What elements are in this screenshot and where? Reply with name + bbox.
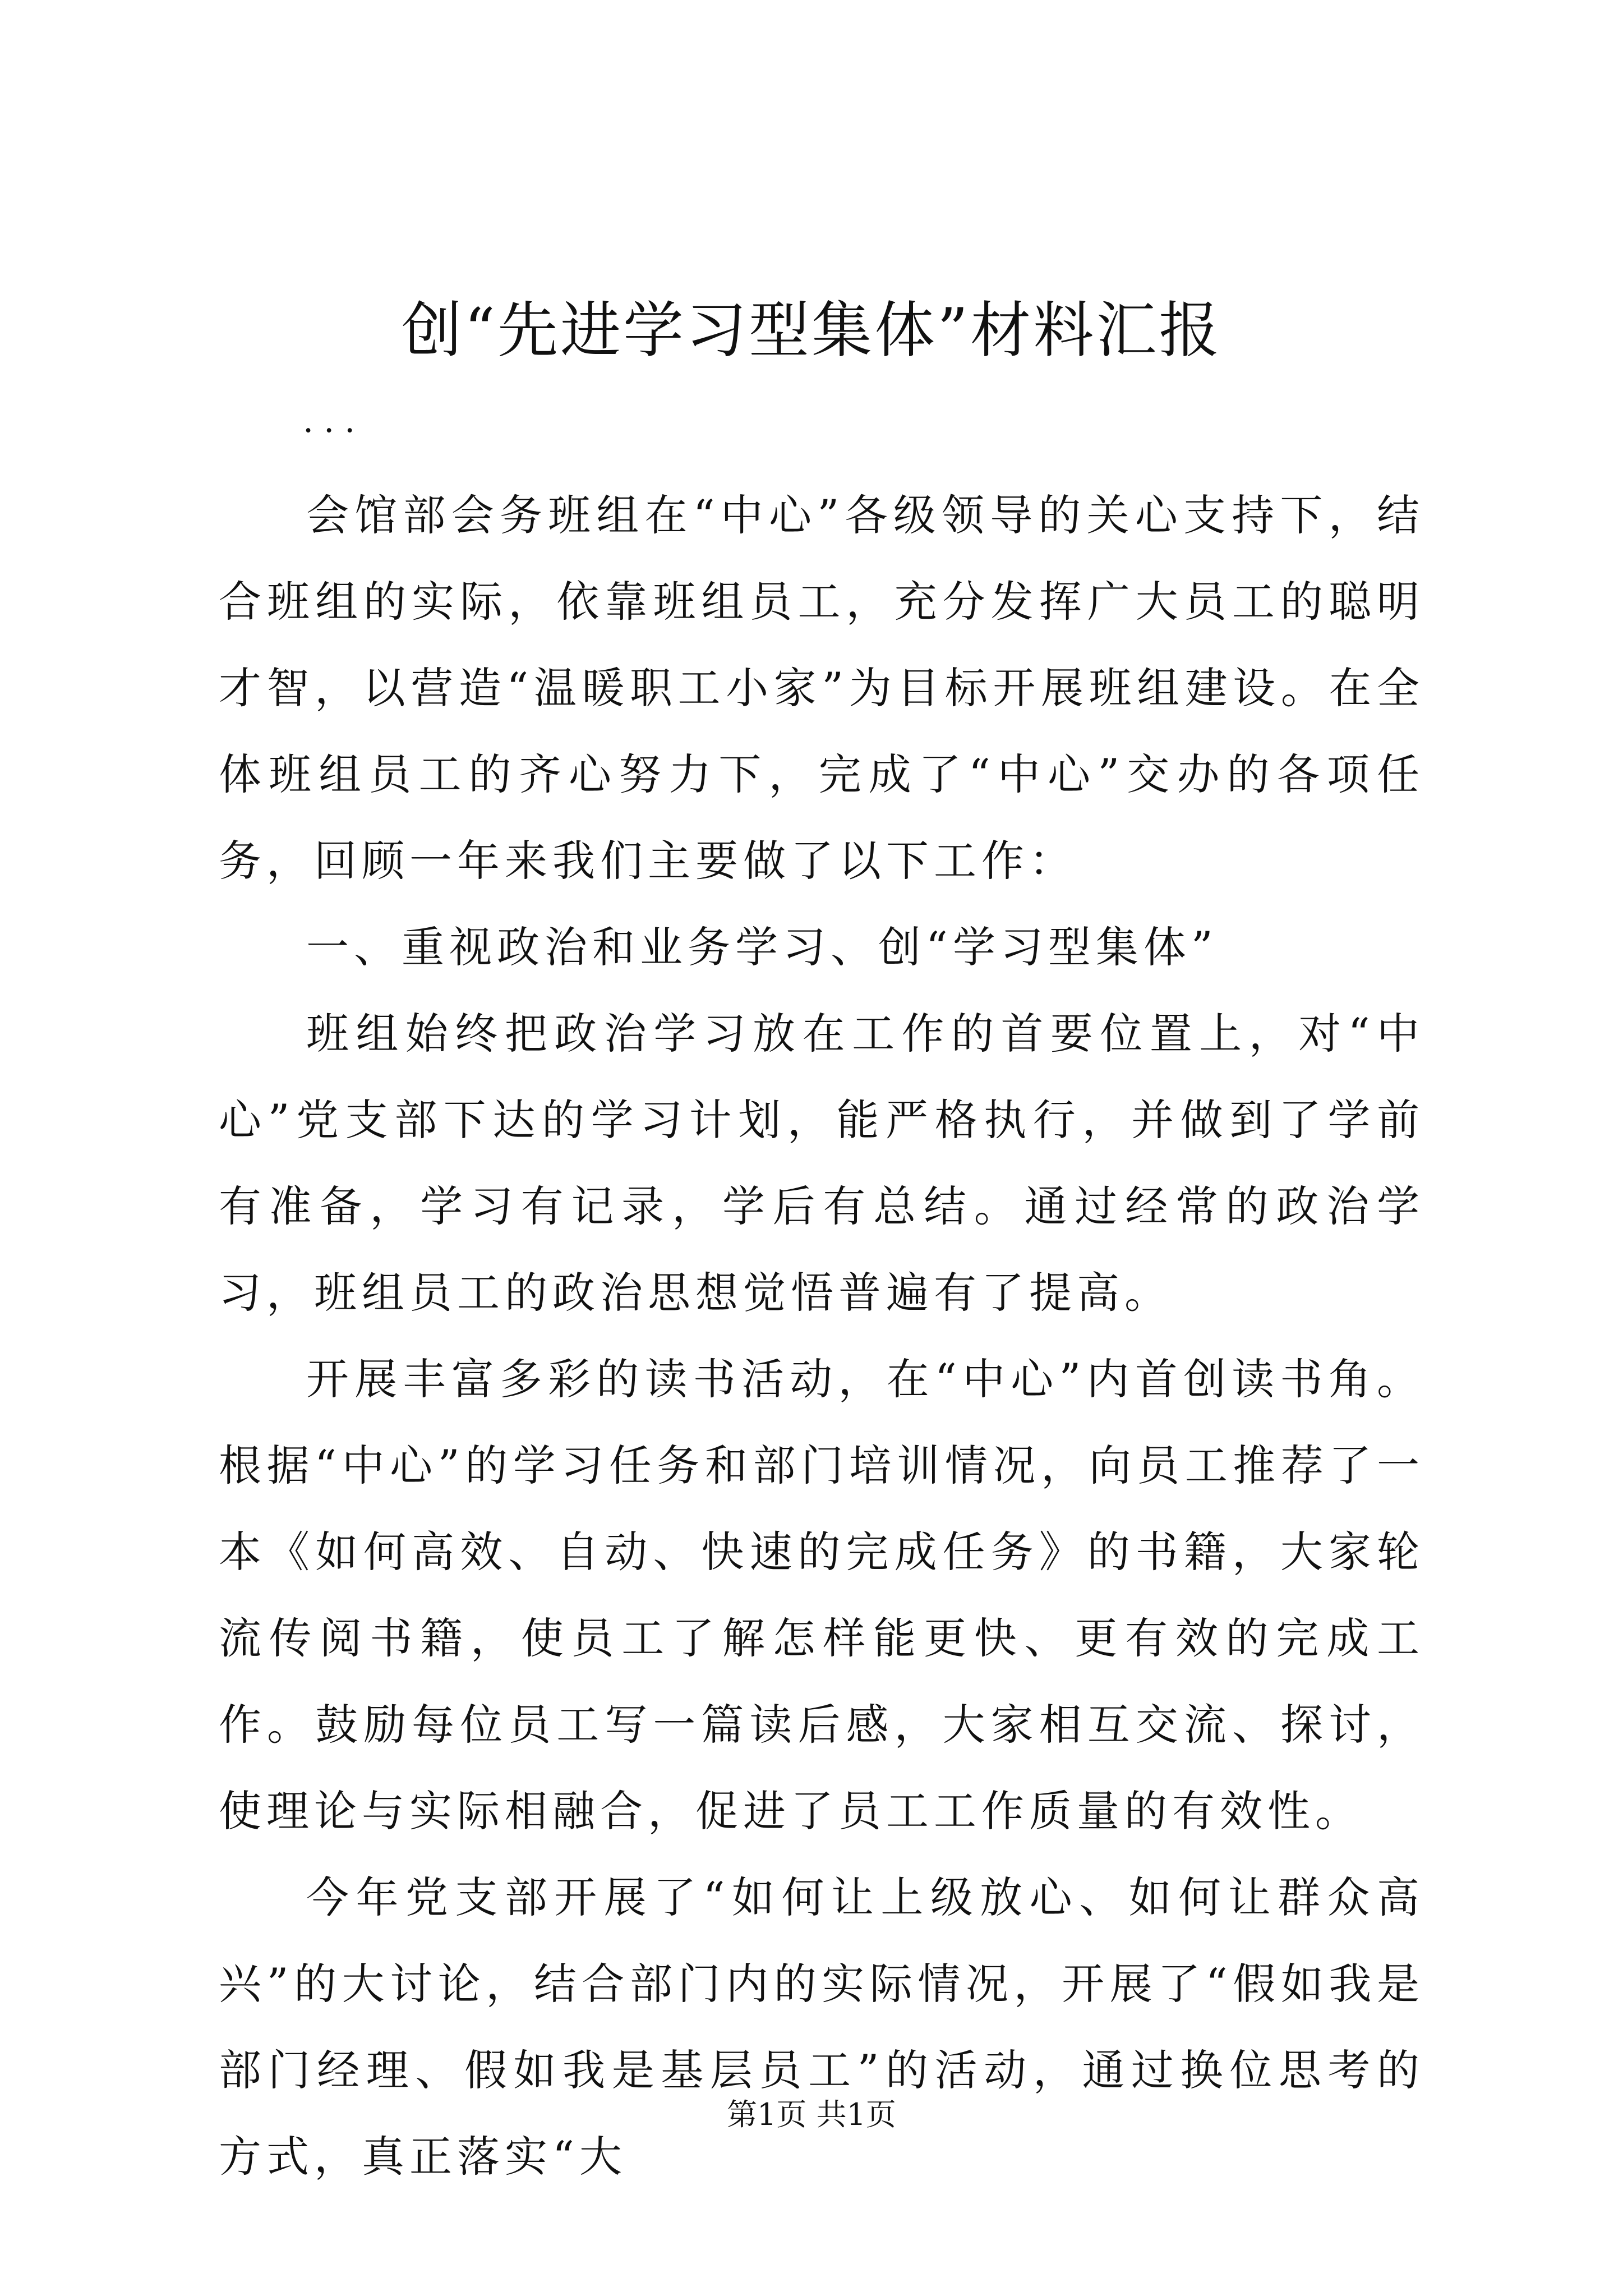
paragraph-discussion: 今年党支部开展了“如何让上级放心、如何让群众高兴”的大讨论，结合部门内的实际情况，开展了“假如我是部门经理、假如我是基层员工”的活动，通过换位思考的方式，真正落实“大	[219, 1872, 1424, 2182]
paragraph-political-study: 班组始终把政治学习放在工作的首要位置上，对“中心”党支部下达的学习计划，能严格执行，并做到了学前有准备，学习有记录，学后有总结。通过经常的政治学习，班组员工的政治思想觉悟普遍有了提高。	[219, 1009, 1424, 1318]
paragraph-intro: 会馆部会务班组在“中心”各级领导的关心支持下，结合班组的实际，依靠班组员工，充分发挥广大员工的聪明才智，以营造“温暖职工小家”为目标开展班组建设。在全体班组员工的齐心努力下，完成了“中心”交办的各项任务，回顾一年来我们主要做了以下工作：	[219, 490, 1424, 886]
ellipsis-marker: ...	[303, 401, 366, 440]
page-footer: 第1页 共1页	[727, 2097, 896, 2132]
document-body	[219, 472, 1424, 2200]
paragraph-reading-activity: 开展丰富多彩的读书活动，在“中心”内首创读书角。根据“中心”的学习任务和部门培训情况，向员工推荐了一本《如何高效、自动、快速的完成任务》的书籍，大家轮流传阅书籍，使员工了解怎样能更快、更有效的完成工作。鼓励每位员工写一篇读后感，大家相互交流、探讨，使理论与实际相融合，促进了员工工作质量的有效性。	[219, 1354, 1424, 1836]
section-heading: 一、重视政治和业务学习、创“学习型集体”	[306, 922, 1218, 972]
document-title: 创“先进学习型集体”材料汇报	[401, 296, 1222, 366]
